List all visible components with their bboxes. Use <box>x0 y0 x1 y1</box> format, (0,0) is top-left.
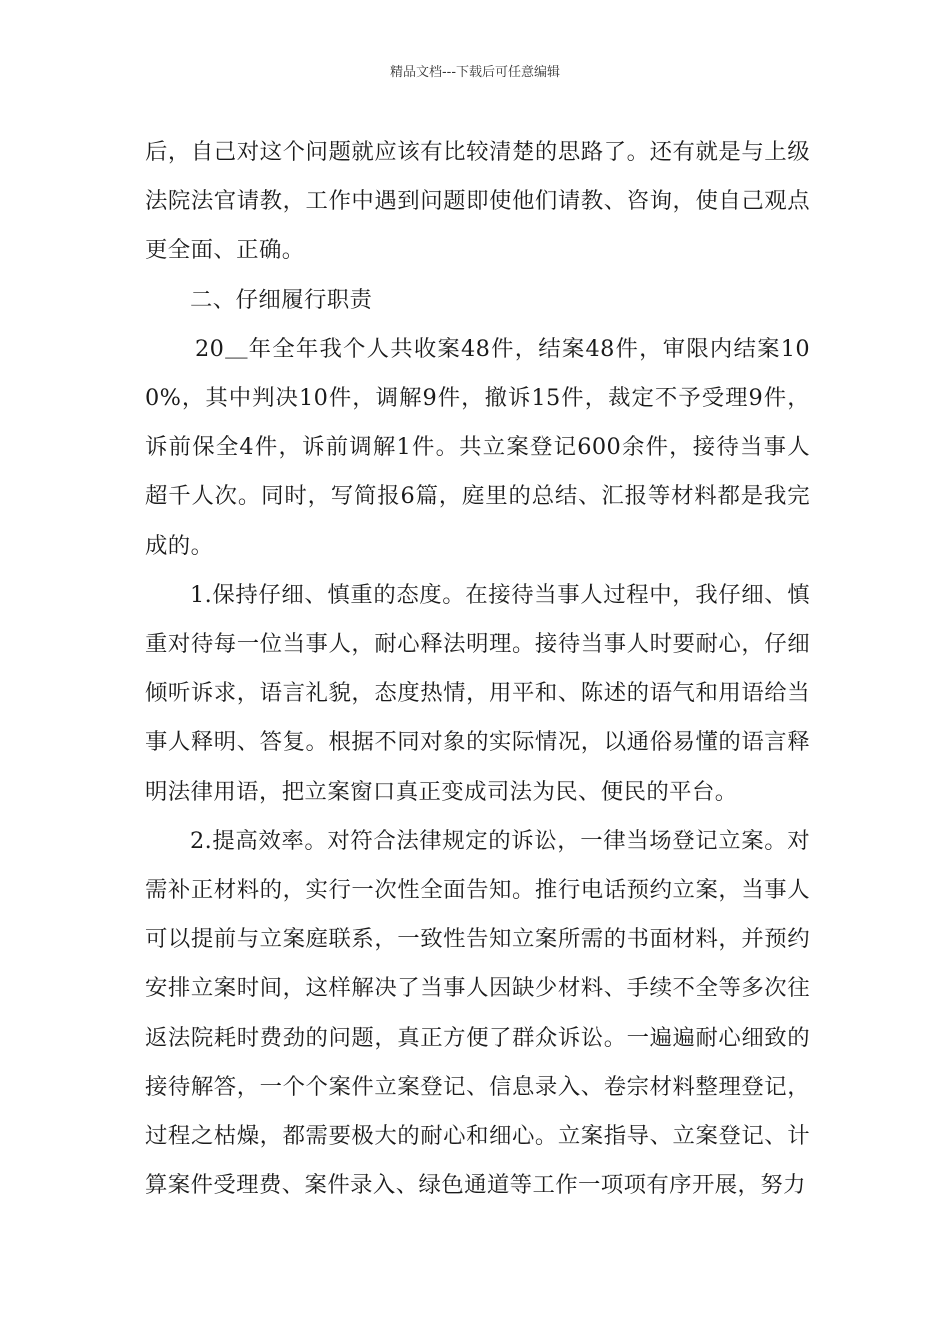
paragraph-case-statistics: 20＿年全年我个人共收案48件，结案48件，审限内结案100%，其中判决10件，调解9件，撤诉15件，裁定不予受理9件，诉前保全4件，诉前调解1件。共立案登记600余件，接待当事人超千人次。同时，写简报6篇，庭里的总结、汇报等材料都是我完成的。 <box>145 335 810 559</box>
section-heading: 二、仔细履行职责 <box>190 286 373 313</box>
paragraph-continuation: 后，自己对这个问题就应该有比较清楚的思路了。还有就是与上级法院法官请教，工作中遇到问题即使他们请教、咨询，使自己观点更全面、正确。 <box>145 139 810 264</box>
paragraph-point-2: 2.提高效率。对符合法律规定的诉讼，一律当场登记立案。对需补正材料的，实行一次性全面告知。推行电话预约立案，当事人可以提前与立案庭联系，一致性告知立案所需的书面材料，并预约安排立案时间，这样解决了当事人因缺少材料、手续不全等多次往返法院耗时费劲的问题，真正方便了群众诉讼。一遍遍耐心细致的接待解答，一个个案件立案登记、信息录入、卷宗材料整理登记，过程之枯燥，都需要极大的耐心和细心。立案指导、立案登记、计算案件受理费、案件录入、绿色通道等工作一项项有序开展，努力 <box>145 827 810 1199</box>
document-body <box>145 128 810 1210</box>
paragraph-point-1: 1.保持仔细、慎重的态度。在接待当事人过程中，我仔细、慎重对待每一位当事人，耐心释法明理。接待当事人时要耐心，仔细倾听诉求，语言礼貌，态度热情，用平和、陈述的语气和用语给当事人释明、答复。根据不同对象的实际情况，以通俗易懂的语言释明法律用语，把立案窗口真正变成司法为民、便民的平台。 <box>145 581 810 805</box>
page-header: 精品文档---下载后可任意编辑 <box>389 65 561 80</box>
